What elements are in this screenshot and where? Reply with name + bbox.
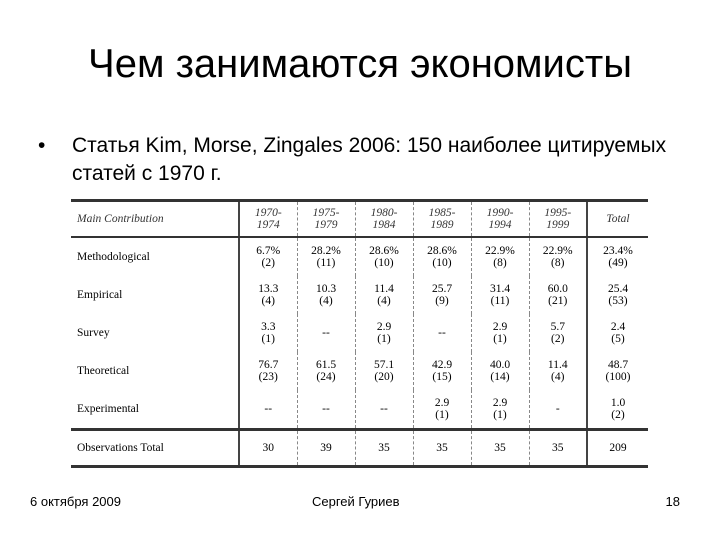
table-cell: 40.0 (14) [471, 352, 529, 390]
column-header: 1985- 1989 [413, 201, 471, 238]
table-cell: -- [297, 314, 355, 352]
table-cell: -- [297, 390, 355, 430]
footer-page-number: 18 [665, 494, 680, 509]
table-cell: 28.6% (10) [355, 237, 413, 276]
table-cell: 35 [529, 430, 587, 467]
table-cell: 22.9% (8) [529, 237, 587, 276]
row-label: Methodological [77, 251, 150, 263]
table-total-row [71, 430, 648, 467]
table-cell: 28.6% (10) [413, 237, 471, 276]
footer-date: 6 октября 2009 [30, 494, 121, 509]
table-cell: 23.4% (49) [587, 237, 648, 276]
table-cell: 22.9% (8) [471, 237, 529, 276]
bullet-point [38, 132, 678, 188]
footer-author: Сергей Гуриев [312, 494, 400, 509]
column-header: 1975- 1979 [297, 201, 355, 238]
table-cell: 57.1 (20) [355, 352, 413, 390]
row-label: Theoretical [77, 365, 130, 377]
table-cell: 10.3 (4) [297, 276, 355, 314]
table-cell: 11.4 (4) [529, 352, 587, 390]
row-label-total: Observations Total [71, 430, 239, 467]
bullet-dot: • [38, 134, 46, 157]
table-row [71, 314, 648, 352]
table-cell: 2.9 (1) [413, 390, 471, 430]
table-cell: -- [355, 390, 413, 430]
table-row [71, 276, 648, 314]
table-cell: 35 [413, 430, 471, 467]
table-cell: 25.4 (53) [587, 276, 648, 314]
column-header: 1995- 1999 [529, 201, 587, 238]
table-row [71, 352, 648, 390]
table-cell: 31.4 (11) [471, 276, 529, 314]
table-cell: -- [239, 390, 297, 430]
table-cell: 61.5 (24) [297, 352, 355, 390]
table-cell: -- [413, 314, 471, 352]
table-row [71, 390, 648, 430]
table-cell: 209 [587, 430, 648, 467]
column-header-total: Total [587, 201, 648, 238]
table-cell: 76.7 (23) [239, 352, 297, 390]
table-cell: 5.7 (2) [529, 314, 587, 352]
table-cell: 39 [297, 430, 355, 467]
table-cell: 2.9 (1) [355, 314, 413, 352]
table-cell: 25.7 (9) [413, 276, 471, 314]
bullet-text: Статья Kim, Morse, Zingales 2006: 150 наиболее цитируемых статей с 1970 г. [72, 134, 667, 185]
table-header-row [71, 201, 648, 238]
table-cell: 42.9 (15) [413, 352, 471, 390]
contribution-table [71, 199, 648, 468]
table-cell: 1.0 (2) [587, 390, 648, 430]
table-cell: 13.3 (4) [239, 276, 297, 314]
table-cell: 3.3 (1) [239, 314, 297, 352]
row-label: Empirical [77, 289, 123, 301]
table-cell: 60.0 (21) [529, 276, 587, 314]
slide-title: Чем занимаются экономисты [88, 42, 632, 86]
column-header: 1980- 1984 [355, 201, 413, 238]
table-cell: 2.4 (5) [587, 314, 648, 352]
header-main-contribution: Main Contribution [71, 201, 239, 238]
column-header: 1970- 1974 [239, 201, 297, 238]
column-header: 1990- 1994 [471, 201, 529, 238]
table-cell: 6.7% (2) [239, 237, 297, 276]
table-cell: 30 [239, 430, 297, 467]
contribution-table-image [71, 199, 648, 469]
table-cell: 35 [471, 430, 529, 467]
table-cell: 2.9 (1) [471, 314, 529, 352]
row-label: Experimental [77, 403, 139, 415]
table-cell: 48.7 (100) [587, 352, 648, 390]
table-cell: 11.4 (4) [355, 276, 413, 314]
table-cell: 35 [355, 430, 413, 467]
table-cell: - [529, 390, 587, 430]
table-row [71, 237, 648, 276]
table-cell: 2.9 (1) [471, 390, 529, 430]
row-label: Survey [77, 327, 110, 339]
table-cell: 28.2% (11) [297, 237, 355, 276]
